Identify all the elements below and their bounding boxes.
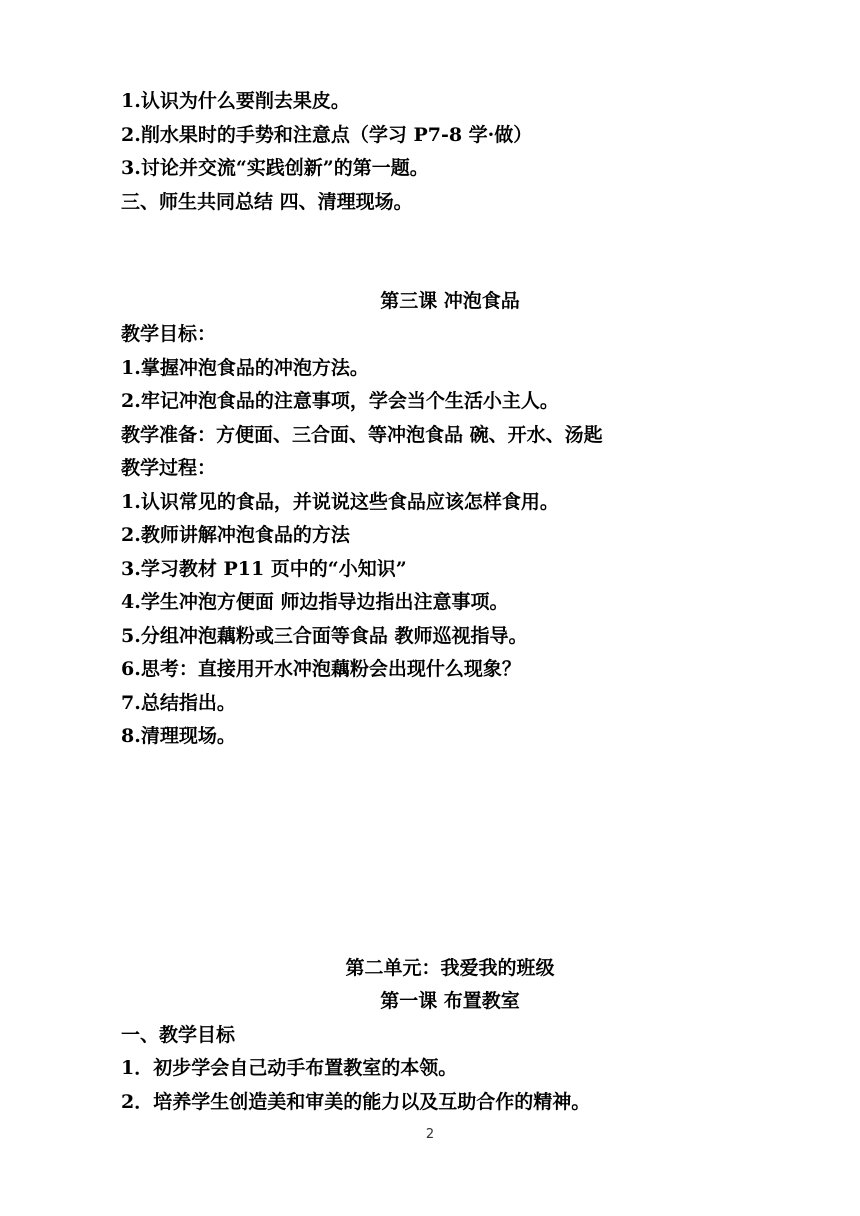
text-line: 2.削水果时的手势和注意点（学习 P7-8 学·做） <box>121 124 533 146</box>
text-line: 3.学习教材 P11 页中的“小知识” <box>121 558 407 580</box>
text-line: 1.认识常见的食品，并说说这些食品应该怎样食用。 <box>121 491 559 513</box>
text-line: 教学准备：方便面、三合面、等冲泡食品 碗、开水、汤匙 <box>121 424 603 446</box>
text-line: 三、师生共同总结 四、清理现场。 <box>121 191 413 213</box>
text-line: 1.掌握冲泡食品的冲泡方法。 <box>121 357 369 379</box>
text-line: 教学目标： <box>121 323 217 345</box>
page-number: 2 <box>425 1127 435 1142</box>
text-line: 1.认识为什么要削去果皮。 <box>121 90 350 112</box>
text-line: 4.学生冲泡方便面 师边指导边指出注意事项。 <box>121 591 509 613</box>
text-line: 6.思考：直接用开水冲泡藕粉会出现什么现象？ <box>121 658 521 680</box>
text-line: 7.总结指出。 <box>121 692 236 714</box>
text-line: 8.清理现场。 <box>121 725 236 747</box>
lesson-title: 第三课 冲泡食品 <box>380 290 520 312</box>
text-line: 5.分组冲泡藕粉或三合面等食品 教师巡视指导。 <box>121 625 528 647</box>
text-line: 教学过程： <box>121 457 217 479</box>
text-line: 2．培养学生创造美和审美的能力以及互助合作的精神。 <box>121 1091 591 1113</box>
text-line: 2.教师讲解冲泡食品的方法 <box>121 524 350 546</box>
text-line: 1．初步学会自己动手布置教室的本领。 <box>121 1057 458 1079</box>
text-line: 3.讨论并交流“实践创新”的第一题。 <box>121 157 429 179</box>
text-line: 一、教学目标 <box>121 1024 236 1046</box>
lesson-title: 第一课 布置教室 <box>380 990 520 1012</box>
unit-title: 第二单元：我爱我的班级 <box>345 957 555 979</box>
text-line: 2.牢记冲泡食品的注意事项，学会当个生活小主人。 <box>121 390 559 412</box>
